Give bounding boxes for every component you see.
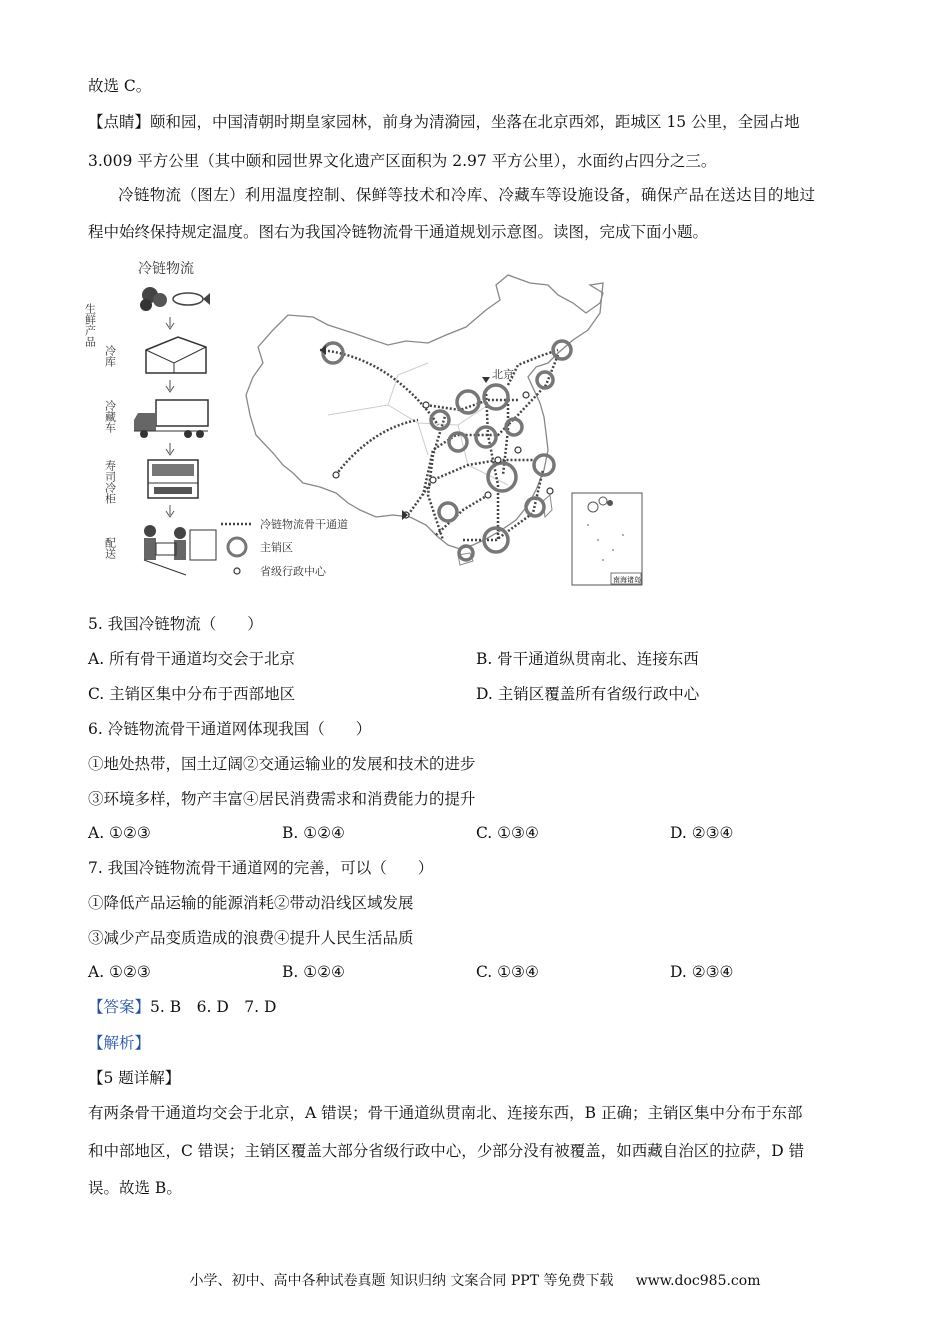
q6-option-b: B. ①②④: [282, 824, 345, 842]
step-label: 冷库: [103, 345, 117, 367]
legend-label: 省级行政中心: [260, 565, 326, 578]
cold-chain-figure: [83, 255, 648, 590]
answer-line: [88, 997, 276, 1017]
q6-option-a: A. ①②③: [88, 824, 151, 842]
question-7-stem: 7. 我国冷链物流骨干通道网的完善，可以（ ）: [88, 859, 434, 877]
legend-label: 主销区: [260, 541, 293, 554]
paragraph-line: 程中始终保持规定温度。图右为我国冷链物流骨干通道规划示意图。读图，完成下面小题。: [88, 223, 709, 241]
tip-label: 【点睛】: [88, 113, 151, 131]
q7-statement: ①降低产品运输的能源消耗②带动沿线区域发展: [88, 894, 414, 912]
arrow-icon: [166, 505, 174, 517]
q7-option-a: A. ①②③: [88, 963, 151, 981]
q7-option-d: D. ②③④: [670, 963, 734, 981]
inset-label: 南海诸岛: [613, 576, 641, 584]
fridge-icon: [148, 460, 198, 498]
answer-text: 5. B 6. D 7. D: [150, 998, 277, 1016]
detail-5-label: 【5 题详解】: [88, 1069, 181, 1087]
detail-5-text: 有两条骨干通道均交会于北京，A 错误；骨干通道纵贯南北、连接东西，B 正确；主销区集中分布于东部: [88, 1104, 803, 1122]
footer-text: 小学、初中、高中各种试卷真题 知识归纳 文案合同 PPT 等免费下载: [189, 1273, 614, 1289]
footer-link[interactable]: www.doc985.com: [635, 1273, 761, 1289]
page-footer: [0, 1270, 950, 1290]
q6-option-c: C. ①③④: [476, 824, 539, 842]
arrow-icon: [166, 317, 174, 329]
truck-icon: [134, 400, 208, 438]
analysis-label: 【解析】: [88, 1034, 151, 1052]
arrow-icon: [166, 380, 174, 392]
q5-option-a: A. 所有骨干通道均交会于北京: [88, 650, 296, 668]
text-line: 故选 C。: [88, 77, 152, 95]
q5-option-d: D. 主销区覆盖所有省级行政中心: [476, 685, 700, 703]
step-label: 寿司冷柜: [103, 460, 117, 504]
legend-center-icon: [234, 568, 240, 574]
answer-label: 【答案】: [88, 998, 151, 1016]
step-label: 配送: [103, 537, 117, 559]
step-label: 冷藏车: [103, 400, 117, 433]
delivery-icon: [144, 525, 216, 575]
q7-statement: ③减少产品变质造成的浪费④提升人民生活品质: [88, 929, 414, 947]
q7-option-b: B. ①②④: [282, 963, 345, 981]
q7-option-c: C. ①③④: [476, 963, 539, 981]
legend-label: 冷链物流骨干通道: [260, 518, 348, 531]
tip-text: 颐和园，中国清朝时期皇家园林，前身为清漪园，坐落在北京西郊，距城区 15 公里，全园占地: [150, 113, 800, 131]
text-line: 3.009 平方公里（其中颐和园世界文化遗产区面积为 2.97 平方公里），水面约占四分之三。: [88, 152, 717, 170]
paragraph-line: 冷链物流（图左）利用温度控制、保鲜等技术和冷库、冷藏车等设施设备，确保产品在送达目的地过: [118, 186, 816, 204]
main-markets: [323, 341, 571, 560]
fresh-produce-icon: [140, 287, 210, 311]
question-6-stem: 6. 冷链物流骨干通道网体现我国（ ）: [88, 720, 372, 738]
china-map: [246, 275, 642, 585]
tip-line: [88, 112, 800, 132]
question-5-stem: 5. 我国冷链物流（ ）: [88, 615, 263, 633]
detail-5-text: 误。故选 B。: [88, 1179, 182, 1197]
step-label: 生鲜产品: [83, 303, 97, 347]
q6-statement: ③环境多样，物产丰富④居民消费需求和消费能力的提升: [88, 790, 476, 808]
q6-statement: ①地处热带，国土辽阔②交通运输业的发展和技术的进步: [88, 755, 476, 773]
arrow-icon: [166, 443, 174, 455]
figure-svg: [83, 255, 648, 590]
inset-frame: [572, 493, 642, 585]
beijing-label: 北京: [492, 368, 514, 381]
q5-option-c: C. 主销区集中分布于西部地区: [88, 685, 296, 703]
detail-5-text: 和中部地区，C 错误；主销区覆盖大部分省级行政中心，少部分没有被覆盖，如西藏自治区的拉萨，D 错: [88, 1142, 805, 1160]
cold-storage-icon: [146, 337, 206, 373]
flow-title: 冷链物流: [138, 261, 194, 277]
map-legend: [221, 517, 348, 578]
legend-market-icon: [228, 538, 246, 556]
q5-option-b: B. 骨干通道纵贯南北、连接东西: [476, 650, 699, 668]
q6-option-d: D. ②③④: [670, 824, 734, 842]
